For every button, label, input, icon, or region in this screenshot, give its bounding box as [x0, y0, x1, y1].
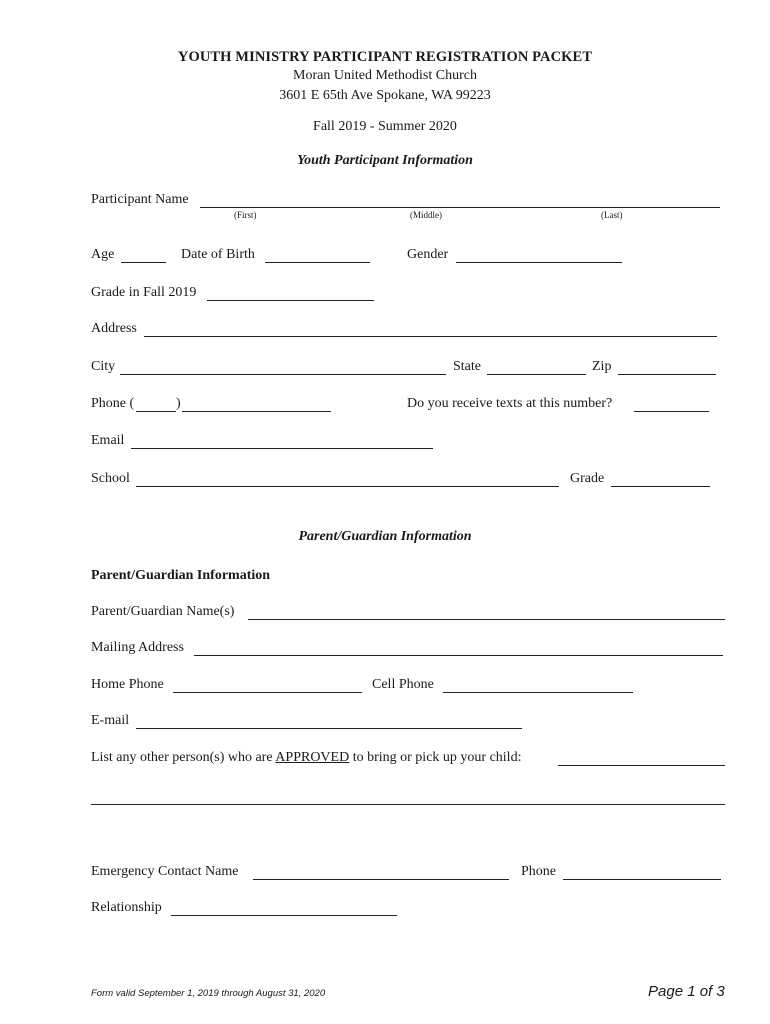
- texts-field[interactable]: [634, 411, 709, 412]
- emergency-phone-label: Phone: [521, 864, 556, 879]
- program-term: Fall 2019 - Summer 2020: [313, 119, 457, 134]
- middle-name-hint: (Middle): [410, 210, 442, 220]
- mailing-address-field[interactable]: [194, 655, 723, 656]
- approved-post: to bring or pick up your child:: [349, 750, 522, 765]
- emergency-phone-field[interactable]: [563, 879, 721, 880]
- school-field[interactable]: [136, 486, 559, 487]
- parent-email-field[interactable]: [136, 728, 522, 729]
- parent-subheading: Parent/Guardian Information: [91, 568, 271, 583]
- home-phone-field[interactable]: [173, 692, 362, 693]
- school-label: School: [91, 471, 130, 486]
- gender-label: Gender: [407, 247, 449, 262]
- form-validity-note: Form valid September 1, 2019 through August 31, 2020: [91, 988, 326, 999]
- dob-field[interactable]: [265, 262, 370, 263]
- approved-persons-field-continued[interactable]: [91, 804, 725, 805]
- emergency-contact-field[interactable]: [253, 879, 509, 880]
- emergency-contact-label: Emergency Contact Name: [91, 864, 239, 879]
- dob-label: Date of Birth: [181, 247, 255, 262]
- form-title: YOUTH MINISTRY PARTICIPANT REGISTRATION PACKET: [177, 49, 593, 65]
- participant-name-field[interactable]: [200, 207, 720, 208]
- relationship-field[interactable]: [171, 915, 397, 916]
- grade-fall-field[interactable]: [207, 300, 374, 301]
- email-field[interactable]: [131, 448, 433, 449]
- approved-persons-field[interactable]: [558, 765, 725, 766]
- page-number: Page 1 of 3: [648, 983, 725, 1000]
- city-field[interactable]: [120, 374, 446, 375]
- relationship-label: Relationship: [91, 900, 162, 915]
- state-field[interactable]: [487, 374, 586, 375]
- email-label: Email: [91, 433, 125, 448]
- address-label: Address: [91, 321, 137, 336]
- zip-field[interactable]: [618, 374, 716, 375]
- participant-name-label: Participant Name: [91, 192, 189, 207]
- texts-label: Do you receive texts at this number?: [407, 396, 613, 411]
- phone-paren-close: ): [176, 396, 181, 411]
- church-address: 3601 E 65th Ave Spokane, WA 99223: [279, 88, 491, 103]
- approved-word: APPROVED: [275, 750, 350, 765]
- grade-label: Grade: [570, 471, 605, 486]
- address-field[interactable]: [144, 336, 717, 337]
- zip-label: Zip: [592, 359, 612, 374]
- parent-names-field[interactable]: [248, 619, 725, 620]
- grade-field[interactable]: [611, 486, 710, 487]
- cell-phone-label: Cell Phone: [372, 677, 434, 692]
- mailing-address-label: Mailing Address: [91, 640, 184, 655]
- youth-section-heading: Youth Participant Information: [297, 153, 473, 168]
- approved-pre: List any other person(s) who are: [91, 750, 276, 765]
- age-field[interactable]: [121, 262, 166, 263]
- first-name-hint: (First): [234, 210, 257, 220]
- phone-area-code-field[interactable]: [136, 411, 176, 412]
- city-label: City: [91, 359, 116, 374]
- church-name: Moran United Methodist Church: [293, 68, 477, 83]
- age-label: Age: [91, 247, 115, 262]
- cell-phone-field[interactable]: [443, 692, 633, 693]
- parent-email-label: E-mail: [91, 713, 130, 728]
- home-phone-label: Home Phone: [91, 677, 164, 692]
- last-name-hint: (Last): [601, 210, 623, 220]
- parent-names-label: Parent/Guardian Name(s): [91, 604, 235, 619]
- approved-persons-label: [91, 750, 521, 766]
- grade-fall-label: Grade in Fall 2019: [91, 285, 197, 300]
- parent-section-heading: Parent/Guardian Information: [298, 529, 472, 544]
- phone-number-field[interactable]: [182, 411, 331, 412]
- gender-field[interactable]: [456, 262, 622, 263]
- state-label: State: [453, 359, 481, 374]
- phone-label: Phone (: [91, 396, 135, 411]
